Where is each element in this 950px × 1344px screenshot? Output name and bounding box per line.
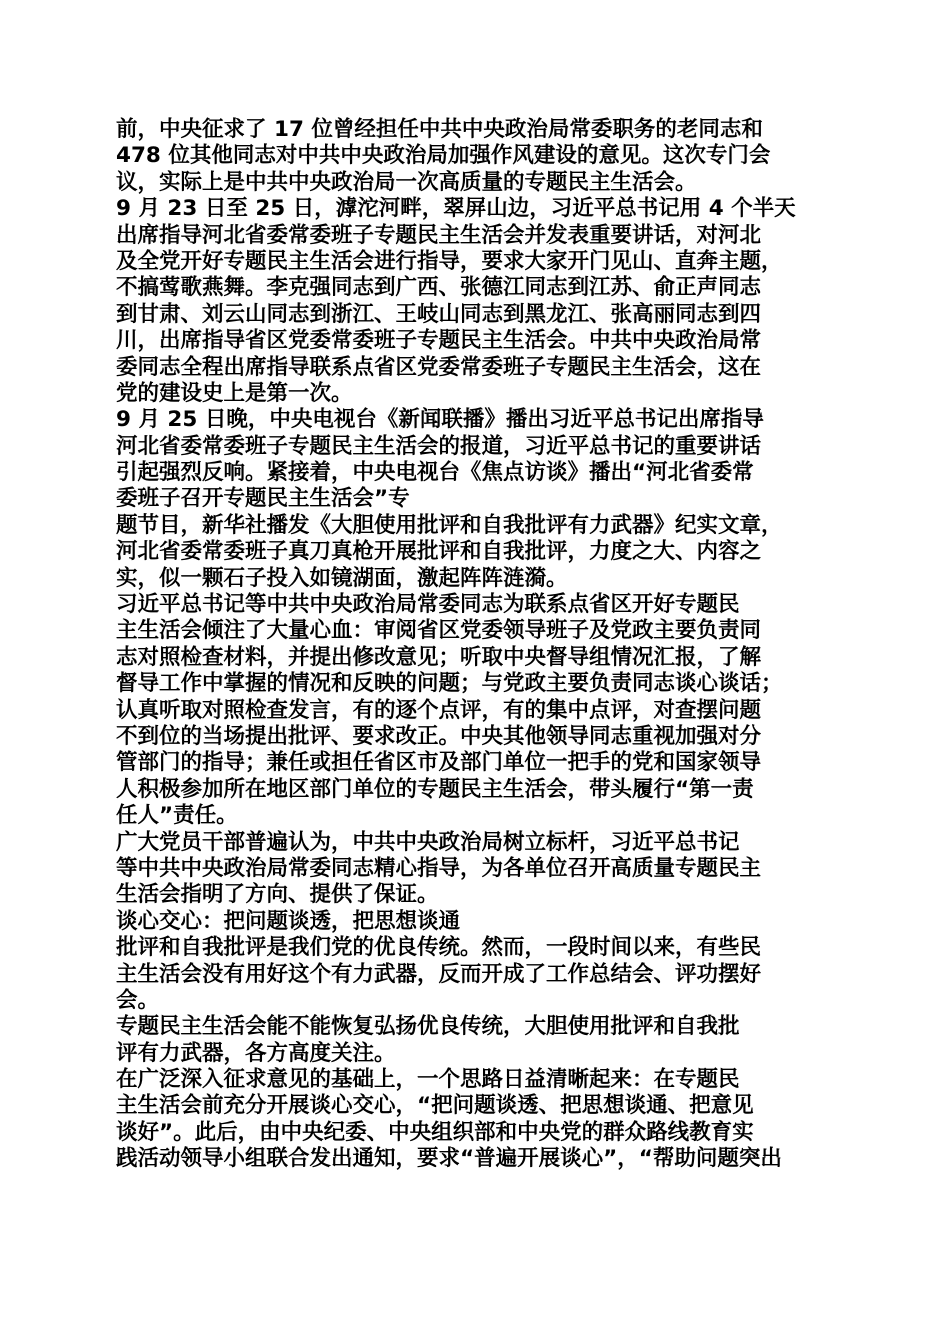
text-line: 主生活会没有用好这个有力武器，反而开成了工作总结会、评功摆好: [116, 961, 762, 987]
text-line: 会。: [116, 987, 160, 1013]
text-line: 9 月 25 日晚，中央电视台《新闻联播》播出习近平总书记出席指导: [116, 407, 764, 433]
text-line: 在广泛深入征求意见的基础上，一个思路日益清晰起来：在专题民: [116, 1067, 740, 1093]
text-line: 河北省委常委班子真刀真枪开展批评和自我批评，力度之大、内容之: [116, 539, 762, 565]
text-line: 党的建设史上是第一次。: [116, 380, 353, 406]
text-line: 专题民主生活会能不能恢复弘扬优良传统，大胆使用批评和自我批: [116, 1014, 740, 1040]
text-line: 不到位的当场提出批评、要求改正。中央其他领导同志重视加强对分: [116, 723, 762, 749]
text-line: 广大党员干部普遍认为，中共中央政治局树立标杆，习近平总书记: [116, 829, 740, 855]
text-line: 出席指导河北省委常委班子专题民主生活会并发表重要讲话，对河北: [116, 222, 762, 248]
text-line: 委班子召开专题民主生活会”专: [116, 486, 410, 512]
text-line: 引起强烈反响。紧接着，中央电视台《焦点访谈》播出“河北省委常: [116, 460, 754, 486]
text-line: 人积极参加所在地区部门单位的专题民主生活会，带头履行“第一责: [116, 776, 754, 802]
text-line: 议，实际上是中共中央政治局一次高质量的专题民主生活会。: [116, 169, 697, 195]
text-line: 习近平总书记等中共中央政治局常委同志为联系点省区开好专题民: [116, 592, 740, 618]
text-line: 谈心交心：把问题谈透，把思想谈通: [116, 908, 461, 934]
text-line: 评有力武器，各方高度关注。: [116, 1040, 396, 1066]
text-line: 认真听取对照检查发言，有的逐个点评，有的集中点评，对查摆问题: [116, 697, 762, 723]
text-line: 川，出席指导省区党委常委班子专题民主生活会。中共中央政治局常: [116, 328, 762, 354]
text-line: 生活会指明了方向、提供了保证。: [116, 882, 439, 908]
text-line: 管部门的指导；兼任或担任省区市及部门单位一把手的党和国家领导: [116, 750, 762, 776]
text-line: 到甘肃、刘云山同志到浙江、王岐山同志到黑龙江、张高丽同志到四: [116, 301, 762, 327]
text-line: 9 月 23 日至 25 日，滹沱河畔，翠屏山边，习近平总书记用 4 个半天: [116, 196, 796, 222]
text-line: 志对照检查材料，并提出修改意见；听取中央督导组情况汇报，了解: [116, 644, 762, 670]
text-line: 不搞莺歌燕舞。李克强同志到广西、张德江同志到江苏、俞正声同志: [116, 275, 762, 301]
text-line: 主生活会倾注了大量心血：审阅省区党委领导班子及党政主要负责同: [116, 618, 762, 644]
text-line: 谈好”。此后，由中央纪委、中央组织部和中央党的群众路线教育实: [116, 1119, 754, 1145]
text-line: 督导工作中掌握的情况和反映的问题；与党政主要负责同志谈心谈话；: [116, 671, 783, 697]
text-line: 践活动领导小组联合发出通知，要求“普遍开展谈心”，“帮助问题突出: [116, 1146, 782, 1172]
text-line: 前，中央征求了 17 位曾经担任中共中央政治局常委职务的老同志和: [116, 117, 763, 142]
text-line: 478 位其他同志对中共中央政治局加强作风建设的意见。这次专门会: [116, 143, 771, 169]
text-line: 题节目，新华社播发《大胆使用批评和自我批评有力武器》纪实文章，: [116, 512, 783, 538]
text-line: 任人”责任。: [116, 803, 238, 829]
text-line: 批评和自我批评是我们党的优良传统。然而，一段时间以来，有些民: [116, 935, 762, 961]
text-line: 主生活会前充分开展谈心交心，“把问题谈透、把思想谈通、把意见: [116, 1093, 754, 1119]
text-line: 及全党开好专题民主生活会进行指导，要求大家开门见山、直奔主题，: [116, 248, 783, 274]
document-body: [116, 117, 850, 1173]
text-line: 等中共中央政治局常委同志精心指导，为各单位召开高质量专题民主: [116, 855, 762, 881]
text-line: 河北省委常委班子专题民主生活会的报道，习近平总书记的重要讲话: [116, 433, 762, 459]
text-line: 委同志全程出席指导联系点省区党委常委班子专题民主生活会，这在: [116, 354, 762, 380]
text-line: 实，似一颗石子投入如镜湖面，激起阵阵涟漪。: [116, 565, 568, 591]
